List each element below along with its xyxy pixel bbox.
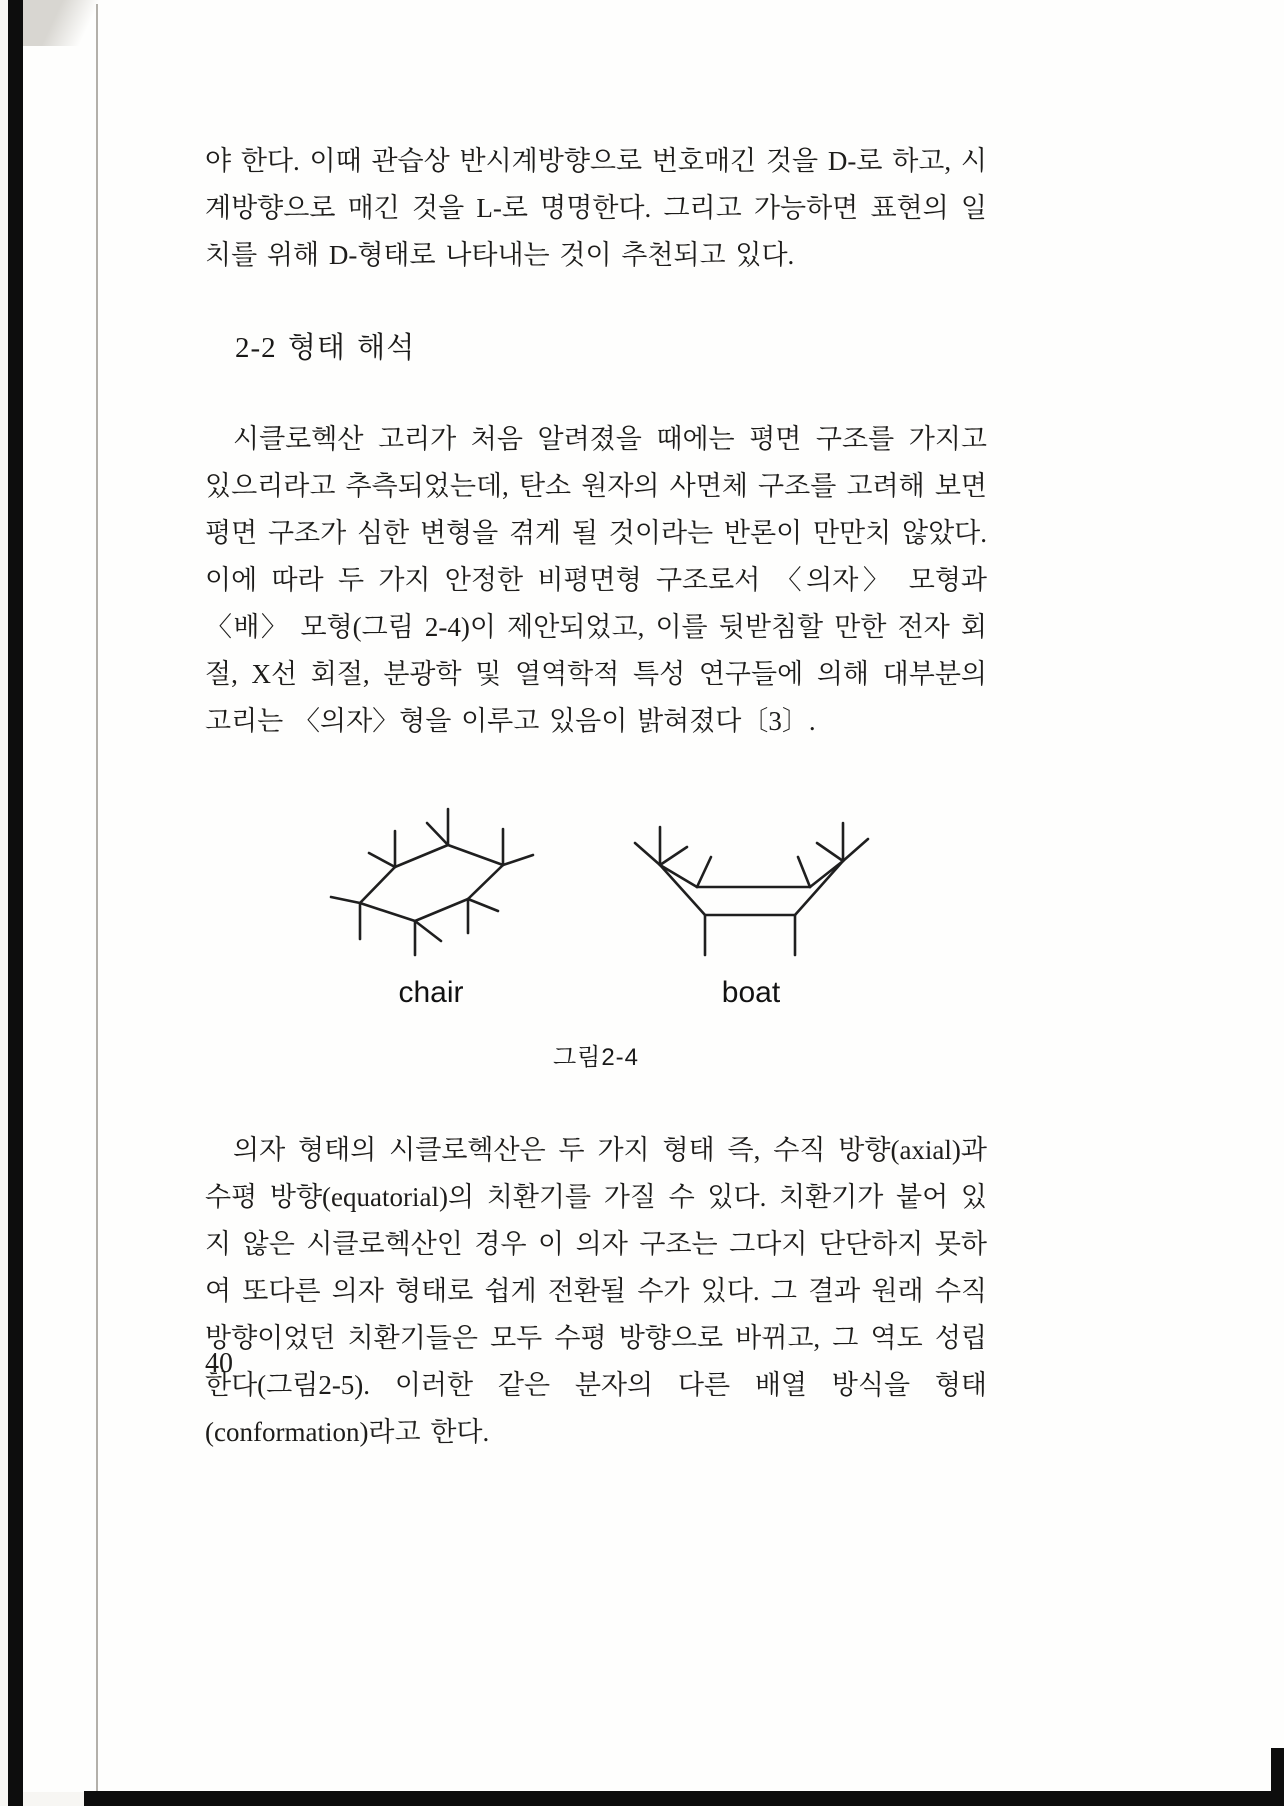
page-content bbox=[205, 138, 987, 1456]
chair-label: chair bbox=[398, 976, 464, 1009]
figure-caption: 그림2-4 bbox=[552, 1044, 640, 1071]
scan-bottom-edge bbox=[84, 1791, 1284, 1806]
paragraph-axial-equatorial: 의자 형태의 시클로헥산은 두 가지 형태 즉, 수직 방향(axial)과 수평 방향(equatorial)의 치환기를 가질 수 있다. 치환기가 붙어 있지 않은 시클로헥산인 경우 이 의자 구조는 그다지 단단하지 못하여 또다른 의자 형태로 쉽게 전환될 수가 있다. 그 결과 원래 수직 방향이었던 치환기들은 모두 수평 방향으로 바뀌고, 그 역도 성립한다(그림2-5). 이러한 같은 분자의 다른 배열 방식을 형태(conformation)라고 한다. bbox=[205, 1135, 987, 1447]
scan-left-edge bbox=[8, 0, 23, 1806]
boat-label: boat bbox=[721, 976, 781, 1009]
section-heading: 2-2 형태 해석 bbox=[235, 332, 416, 364]
boat-structure bbox=[625, 803, 877, 1016]
boat-conformation-drawing bbox=[625, 803, 877, 963]
chair-conformation-drawing bbox=[315, 785, 547, 963]
scan-bottom-right-edge bbox=[1271, 1748, 1284, 1806]
page-corner-shade bbox=[23, 0, 101, 46]
figure-2-4 bbox=[205, 785, 987, 1081]
molecule-drawings bbox=[205, 785, 987, 1016]
book-page bbox=[23, 0, 1284, 1792]
page-binding-line bbox=[96, 4, 98, 1806]
chair-structure bbox=[315, 785, 547, 1016]
paragraph-conformation-intro: 시클로헥산 고리가 처음 알려졌을 때에는 평면 구조를 가지고 있으리라고 추측되었는데, 탄소 원자의 사면체 구조를 고려해 보면 평면 구조가 심한 변형을 겪게 될 것이라는 반론이 만만치 않았다. 이에 따라 두 가지 안정한 비평면형 구조로서 〈의자〉 모형과 〈배〉 모형(그림 2-4)이 제안되었고, 이를 뒷받침할 만한 전자 회절, X선 회절, 분광학 및 열역학적 특성 연구들에 의해 대부분의 고리는 〈의자〉형을 이루고 있음이 밝혀졌다〔3〕. bbox=[205, 424, 987, 736]
page-number: 40 bbox=[205, 1348, 233, 1379]
paragraph-continuation: 야 한다. 이때 관습상 반시계방향으로 번호매긴 것을 D-로 하고, 시계방향으로 매긴 것을 L-로 명명한다. 그리고 가능하면 표현의 일치를 위해 D-형태로 나타내는 것이 추천되고 있다. bbox=[205, 146, 987, 270]
